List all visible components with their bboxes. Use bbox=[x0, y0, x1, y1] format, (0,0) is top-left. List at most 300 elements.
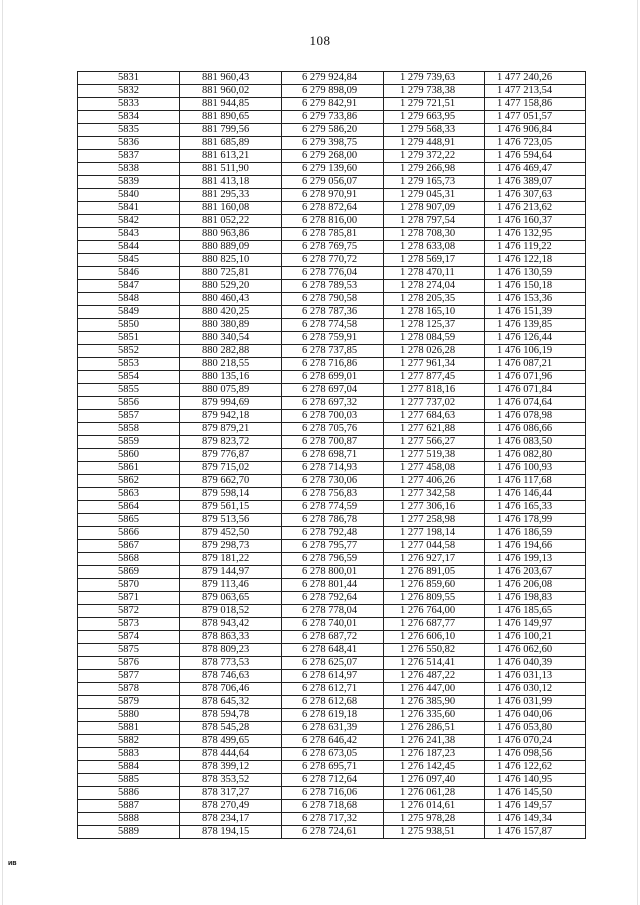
y-coordinate-cell: 6 278 705,76 bbox=[282, 423, 384, 436]
y-coordinate-cell: 6 278 697,32 bbox=[282, 397, 384, 410]
point-number-cell: 5868 bbox=[78, 553, 180, 566]
point-number-cell: 5887 bbox=[78, 800, 180, 813]
table-row bbox=[78, 501, 586, 514]
y-coordinate-cell: 6 278 700,03 bbox=[282, 410, 384, 423]
table-row bbox=[78, 293, 586, 306]
x-msk-cell: 1 277 566,27 bbox=[384, 436, 485, 449]
x-coordinate-cell: 878 317,27 bbox=[180, 787, 282, 800]
x-coordinate-cell: 880 725,81 bbox=[180, 267, 282, 280]
x-coordinate-cell: 880 340,54 bbox=[180, 332, 282, 345]
footer-mark: ив bbox=[8, 860, 17, 867]
y-msk-cell: 1 476 906,84 bbox=[485, 124, 586, 137]
table-row bbox=[78, 332, 586, 345]
table-row bbox=[78, 826, 586, 839]
y-coordinate-cell: 6 278 716,06 bbox=[282, 787, 384, 800]
y-coordinate-cell: 6 279 898,09 bbox=[282, 85, 384, 98]
table-row bbox=[78, 553, 586, 566]
x-coordinate-cell: 881 052,22 bbox=[180, 215, 282, 228]
x-msk-cell: 1 276 764,00 bbox=[384, 605, 485, 618]
x-coordinate-cell: 879 662,70 bbox=[180, 475, 282, 488]
y-msk-cell: 1 476 062,60 bbox=[485, 644, 586, 657]
x-coordinate-cell: 880 420,25 bbox=[180, 306, 282, 319]
table-row bbox=[78, 215, 586, 228]
x-msk-cell: 1 276 927,17 bbox=[384, 553, 485, 566]
x-coordinate-cell: 881 890,65 bbox=[180, 111, 282, 124]
x-coordinate-cell: 878 353,52 bbox=[180, 774, 282, 787]
point-number-cell: 5864 bbox=[78, 501, 180, 514]
y-msk-cell: 1 476 122,62 bbox=[485, 761, 586, 774]
x-coordinate-cell: 879 879,21 bbox=[180, 423, 282, 436]
x-coordinate-cell: 878 809,23 bbox=[180, 644, 282, 657]
x-msk-cell: 1 276 335,60 bbox=[384, 709, 485, 722]
table-row bbox=[78, 306, 586, 319]
x-coordinate-cell: 881 295,33 bbox=[180, 189, 282, 202]
y-msk-cell: 1 476 206,08 bbox=[485, 579, 586, 592]
y-msk-cell: 1 476 100,21 bbox=[485, 631, 586, 644]
x-msk-cell: 1 276 061,28 bbox=[384, 787, 485, 800]
x-coordinate-cell: 881 944,85 bbox=[180, 98, 282, 111]
table-row bbox=[78, 696, 586, 709]
x-msk-cell: 1 277 342,58 bbox=[384, 488, 485, 501]
x-msk-cell: 1 278 026,28 bbox=[384, 345, 485, 358]
y-coordinate-cell: 6 278 792,64 bbox=[282, 592, 384, 605]
table-row bbox=[78, 644, 586, 657]
y-coordinate-cell: 6 278 699,01 bbox=[282, 371, 384, 384]
y-msk-cell: 1 476 203,67 bbox=[485, 566, 586, 579]
x-msk-cell: 1 279 165,73 bbox=[384, 176, 485, 189]
y-coordinate-cell: 6 278 740,01 bbox=[282, 618, 384, 631]
point-number-cell: 5849 bbox=[78, 306, 180, 319]
x-msk-cell: 1 276 385,90 bbox=[384, 696, 485, 709]
x-msk-cell: 1 276 606,10 bbox=[384, 631, 485, 644]
y-coordinate-cell: 6 278 714,93 bbox=[282, 462, 384, 475]
x-msk-cell: 1 279 738,38 bbox=[384, 85, 485, 98]
y-coordinate-cell: 6 278 612,71 bbox=[282, 683, 384, 696]
x-msk-cell: 1 278 633,08 bbox=[384, 241, 485, 254]
y-msk-cell: 1 476 165,33 bbox=[485, 501, 586, 514]
y-msk-cell: 1 476 153,36 bbox=[485, 293, 586, 306]
point-number-cell: 5871 bbox=[78, 592, 180, 605]
table-row bbox=[78, 735, 586, 748]
x-coordinate-cell: 880 282,88 bbox=[180, 345, 282, 358]
y-msk-cell: 1 476 087,21 bbox=[485, 358, 586, 371]
x-coordinate-cell: 878 194,15 bbox=[180, 826, 282, 839]
x-msk-cell: 1 278 797,54 bbox=[384, 215, 485, 228]
table-row bbox=[78, 462, 586, 475]
point-number-cell: 5837 bbox=[78, 150, 180, 163]
point-number-cell: 5844 bbox=[78, 241, 180, 254]
y-coordinate-cell: 6 278 716,86 bbox=[282, 358, 384, 371]
y-coordinate-cell: 6 278 687,72 bbox=[282, 631, 384, 644]
y-msk-cell: 1 476 149,34 bbox=[485, 813, 586, 826]
x-coordinate-cell: 880 963,86 bbox=[180, 228, 282, 241]
y-msk-cell: 1 476 307,63 bbox=[485, 189, 586, 202]
x-coordinate-cell: 880 380,89 bbox=[180, 319, 282, 332]
point-number-cell: 5858 bbox=[78, 423, 180, 436]
coordinates-table-body bbox=[78, 72, 586, 839]
y-coordinate-cell: 6 278 789,53 bbox=[282, 280, 384, 293]
table-row bbox=[78, 761, 586, 774]
y-msk-cell: 1 476 117,68 bbox=[485, 475, 586, 488]
point-number-cell: 5884 bbox=[78, 761, 180, 774]
x-coordinate-cell: 878 545,28 bbox=[180, 722, 282, 735]
point-number-cell: 5886 bbox=[78, 787, 180, 800]
table-row bbox=[78, 618, 586, 631]
x-coordinate-cell: 880 825,10 bbox=[180, 254, 282, 267]
y-coordinate-cell: 6 278 697,04 bbox=[282, 384, 384, 397]
x-msk-cell: 1 279 045,31 bbox=[384, 189, 485, 202]
x-coordinate-cell: 878 234,17 bbox=[180, 813, 282, 826]
table-row bbox=[78, 85, 586, 98]
x-msk-cell: 1 276 514,41 bbox=[384, 657, 485, 670]
y-msk-cell: 1 476 070,24 bbox=[485, 735, 586, 748]
point-number-cell: 5847 bbox=[78, 280, 180, 293]
y-msk-cell: 1 476 149,57 bbox=[485, 800, 586, 813]
y-coordinate-cell: 6 278 737,85 bbox=[282, 345, 384, 358]
y-msk-cell: 1 476 086,66 bbox=[485, 423, 586, 436]
x-coordinate-cell: 879 823,72 bbox=[180, 436, 282, 449]
point-number-cell: 5889 bbox=[78, 826, 180, 839]
point-number-cell: 5882 bbox=[78, 735, 180, 748]
x-msk-cell: 1 276 687,77 bbox=[384, 618, 485, 631]
table-row bbox=[78, 241, 586, 254]
y-msk-cell: 1 476 594,64 bbox=[485, 150, 586, 163]
y-msk-cell: 1 477 158,86 bbox=[485, 98, 586, 111]
point-number-cell: 5870 bbox=[78, 579, 180, 592]
x-coordinate-cell: 878 270,49 bbox=[180, 800, 282, 813]
x-msk-cell: 1 278 569,17 bbox=[384, 254, 485, 267]
y-coordinate-cell: 6 278 712,64 bbox=[282, 774, 384, 787]
x-msk-cell: 1 277 258,98 bbox=[384, 514, 485, 527]
x-msk-cell: 1 276 891,05 bbox=[384, 566, 485, 579]
point-number-cell: 5840 bbox=[78, 189, 180, 202]
table-row bbox=[78, 189, 586, 202]
point-number-cell: 5860 bbox=[78, 449, 180, 462]
x-coordinate-cell: 881 413,18 bbox=[180, 176, 282, 189]
y-msk-cell: 1 476 186,59 bbox=[485, 527, 586, 540]
x-coordinate-cell: 878 645,32 bbox=[180, 696, 282, 709]
y-coordinate-cell: 6 279 586,20 bbox=[282, 124, 384, 137]
point-number-cell: 5852 bbox=[78, 345, 180, 358]
y-coordinate-cell: 6 278 631,39 bbox=[282, 722, 384, 735]
y-coordinate-cell: 6 278 695,71 bbox=[282, 761, 384, 774]
y-msk-cell: 1 477 240,26 bbox=[485, 72, 586, 85]
y-msk-cell: 1 476 030,12 bbox=[485, 683, 586, 696]
point-number-cell: 5839 bbox=[78, 176, 180, 189]
y-msk-cell: 1 476 040,39 bbox=[485, 657, 586, 670]
x-msk-cell: 1 277 621,88 bbox=[384, 423, 485, 436]
y-coordinate-cell: 6 279 398,75 bbox=[282, 137, 384, 150]
y-coordinate-cell: 6 278 800,01 bbox=[282, 566, 384, 579]
y-msk-cell: 1 476 053,80 bbox=[485, 722, 586, 735]
point-number-cell: 5869 bbox=[78, 566, 180, 579]
y-msk-cell: 1 476 140,95 bbox=[485, 774, 586, 787]
y-msk-cell: 1 476 082,80 bbox=[485, 449, 586, 462]
y-coordinate-cell: 6 278 801,44 bbox=[282, 579, 384, 592]
y-coordinate-cell: 6 279 268,00 bbox=[282, 150, 384, 163]
x-msk-cell: 1 276 286,51 bbox=[384, 722, 485, 735]
point-number-cell: 5833 bbox=[78, 98, 180, 111]
point-number-cell: 5834 bbox=[78, 111, 180, 124]
point-number-cell: 5874 bbox=[78, 631, 180, 644]
x-coordinate-cell: 878 399,12 bbox=[180, 761, 282, 774]
y-msk-cell: 1 476 146,44 bbox=[485, 488, 586, 501]
y-msk-cell: 1 476 074,64 bbox=[485, 397, 586, 410]
point-number-cell: 5878 bbox=[78, 683, 180, 696]
point-number-cell: 5873 bbox=[78, 618, 180, 631]
x-msk-cell: 1 276 142,45 bbox=[384, 761, 485, 774]
y-coordinate-cell: 6 278 612,68 bbox=[282, 696, 384, 709]
y-coordinate-cell: 6 278 872,64 bbox=[282, 202, 384, 215]
x-msk-cell: 1 278 084,59 bbox=[384, 332, 485, 345]
table-row bbox=[78, 488, 586, 501]
x-msk-cell: 1 276 187,23 bbox=[384, 748, 485, 761]
y-coordinate-cell: 6 278 648,41 bbox=[282, 644, 384, 657]
y-coordinate-cell: 6 278 796,59 bbox=[282, 553, 384, 566]
y-msk-cell: 1 477 213,54 bbox=[485, 85, 586, 98]
x-coordinate-cell: 879 942,18 bbox=[180, 410, 282, 423]
table-row bbox=[78, 319, 586, 332]
x-msk-cell: 1 276 809,55 bbox=[384, 592, 485, 605]
x-msk-cell: 1 277 961,34 bbox=[384, 358, 485, 371]
table-row bbox=[78, 787, 586, 800]
table-row bbox=[78, 449, 586, 462]
table-row bbox=[78, 579, 586, 592]
x-msk-cell: 1 279 721,51 bbox=[384, 98, 485, 111]
x-msk-cell: 1 276 014,61 bbox=[384, 800, 485, 813]
x-msk-cell: 1 279 372,22 bbox=[384, 150, 485, 163]
point-number-cell: 5851 bbox=[78, 332, 180, 345]
point-number-cell: 5879 bbox=[78, 696, 180, 709]
y-coordinate-cell: 6 279 924,84 bbox=[282, 72, 384, 85]
x-coordinate-cell: 879 561,15 bbox=[180, 501, 282, 514]
table-row bbox=[78, 605, 586, 618]
point-number-cell: 5888 bbox=[78, 813, 180, 826]
table-row bbox=[78, 254, 586, 267]
y-msk-cell: 1 476 157,87 bbox=[485, 826, 586, 839]
table-row bbox=[78, 436, 586, 449]
table-row bbox=[78, 540, 586, 553]
x-msk-cell: 1 275 978,28 bbox=[384, 813, 485, 826]
x-msk-cell: 1 277 877,45 bbox=[384, 371, 485, 384]
x-msk-cell: 1 277 044,58 bbox=[384, 540, 485, 553]
point-number-cell: 5875 bbox=[78, 644, 180, 657]
x-coordinate-cell: 878 863,33 bbox=[180, 631, 282, 644]
x-coordinate-cell: 879 994,69 bbox=[180, 397, 282, 410]
y-coordinate-cell: 6 278 700,87 bbox=[282, 436, 384, 449]
y-msk-cell: 1 476 469,47 bbox=[485, 163, 586, 176]
table-row bbox=[78, 423, 586, 436]
x-coordinate-cell: 880 889,09 bbox=[180, 241, 282, 254]
x-coordinate-cell: 881 511,90 bbox=[180, 163, 282, 176]
x-coordinate-cell: 879 513,56 bbox=[180, 514, 282, 527]
x-msk-cell: 1 277 458,08 bbox=[384, 462, 485, 475]
y-msk-cell: 1 476 149,97 bbox=[485, 618, 586, 631]
x-coordinate-cell: 881 799,56 bbox=[180, 124, 282, 137]
x-coordinate-cell: 881 960,02 bbox=[180, 85, 282, 98]
point-number-cell: 5880 bbox=[78, 709, 180, 722]
x-msk-cell: 1 279 663,95 bbox=[384, 111, 485, 124]
table-row bbox=[78, 722, 586, 735]
table-row bbox=[78, 527, 586, 540]
y-coordinate-cell: 6 278 816,00 bbox=[282, 215, 384, 228]
table-row bbox=[78, 592, 586, 605]
point-number-cell: 5841 bbox=[78, 202, 180, 215]
table-row bbox=[78, 813, 586, 826]
point-number-cell: 5850 bbox=[78, 319, 180, 332]
x-msk-cell: 1 277 519,38 bbox=[384, 449, 485, 462]
point-number-cell: 5859 bbox=[78, 436, 180, 449]
x-coordinate-cell: 880 460,43 bbox=[180, 293, 282, 306]
point-number-cell: 5848 bbox=[78, 293, 180, 306]
point-number-cell: 5856 bbox=[78, 397, 180, 410]
table-row bbox=[78, 202, 586, 215]
x-coordinate-cell: 880 075,89 bbox=[180, 384, 282, 397]
point-number-cell: 5855 bbox=[78, 384, 180, 397]
x-msk-cell: 1 276 097,40 bbox=[384, 774, 485, 787]
table-row bbox=[78, 800, 586, 813]
x-coordinate-cell: 878 943,42 bbox=[180, 618, 282, 631]
table-row bbox=[78, 631, 586, 644]
x-coordinate-cell: 879 063,65 bbox=[180, 592, 282, 605]
x-msk-cell: 1 278 125,37 bbox=[384, 319, 485, 332]
y-msk-cell: 1 476 119,22 bbox=[485, 241, 586, 254]
y-coordinate-cell: 6 278 730,06 bbox=[282, 475, 384, 488]
y-coordinate-cell: 6 278 759,91 bbox=[282, 332, 384, 345]
x-coordinate-cell: 878 499,65 bbox=[180, 735, 282, 748]
table-row bbox=[78, 683, 586, 696]
y-msk-cell: 1 476 198,83 bbox=[485, 592, 586, 605]
page-edge-left bbox=[2, 0, 3, 905]
table-row bbox=[78, 124, 586, 137]
y-coordinate-cell: 6 278 787,36 bbox=[282, 306, 384, 319]
point-number-cell: 5831 bbox=[78, 72, 180, 85]
y-msk-cell: 1 476 160,37 bbox=[485, 215, 586, 228]
x-coordinate-cell: 879 776,87 bbox=[180, 449, 282, 462]
point-number-cell: 5836 bbox=[78, 137, 180, 150]
y-coordinate-cell: 6 278 792,48 bbox=[282, 527, 384, 540]
point-number-cell: 5863 bbox=[78, 488, 180, 501]
point-number-cell: 5843 bbox=[78, 228, 180, 241]
y-coordinate-cell: 6 278 774,58 bbox=[282, 319, 384, 332]
table-row bbox=[78, 475, 586, 488]
y-msk-cell: 1 476 078,98 bbox=[485, 410, 586, 423]
x-msk-cell: 1 278 165,10 bbox=[384, 306, 485, 319]
x-msk-cell: 1 276 550,82 bbox=[384, 644, 485, 657]
point-number-cell: 5861 bbox=[78, 462, 180, 475]
point-number-cell: 5881 bbox=[78, 722, 180, 735]
point-number-cell: 5845 bbox=[78, 254, 180, 267]
y-coordinate-cell: 6 278 786,78 bbox=[282, 514, 384, 527]
y-coordinate-cell: 6 278 673,05 bbox=[282, 748, 384, 761]
table-row bbox=[78, 774, 586, 787]
x-coordinate-cell: 878 444,64 bbox=[180, 748, 282, 761]
table-row bbox=[78, 176, 586, 189]
y-coordinate-cell: 6 279 842,91 bbox=[282, 98, 384, 111]
x-coordinate-cell: 879 018,52 bbox=[180, 605, 282, 618]
y-coordinate-cell: 6 278 625,07 bbox=[282, 657, 384, 670]
y-msk-cell: 1 476 199,13 bbox=[485, 553, 586, 566]
x-coordinate-cell: 881 960,43 bbox=[180, 72, 282, 85]
table-row bbox=[78, 748, 586, 761]
table-row bbox=[78, 150, 586, 163]
y-coordinate-cell: 6 278 770,72 bbox=[282, 254, 384, 267]
table-row bbox=[78, 280, 586, 293]
table-row bbox=[78, 566, 586, 579]
x-msk-cell: 1 277 198,14 bbox=[384, 527, 485, 540]
page-edge-right bbox=[637, 0, 638, 905]
y-coordinate-cell: 6 278 769,75 bbox=[282, 241, 384, 254]
y-msk-cell: 1 476 031,13 bbox=[485, 670, 586, 683]
y-coordinate-cell: 6 278 614,97 bbox=[282, 670, 384, 683]
x-coordinate-cell: 879 144,97 bbox=[180, 566, 282, 579]
y-coordinate-cell: 6 278 776,04 bbox=[282, 267, 384, 280]
y-coordinate-cell: 6 278 795,77 bbox=[282, 540, 384, 553]
x-coordinate-cell: 879 715,02 bbox=[180, 462, 282, 475]
table-row bbox=[78, 397, 586, 410]
point-number-cell: 5867 bbox=[78, 540, 180, 553]
x-coordinate-cell: 878 706,46 bbox=[180, 683, 282, 696]
point-number-cell: 5877 bbox=[78, 670, 180, 683]
y-msk-cell: 1 476 389,07 bbox=[485, 176, 586, 189]
x-coordinate-cell: 880 135,16 bbox=[180, 371, 282, 384]
y-msk-cell: 1 476 126,44 bbox=[485, 332, 586, 345]
table-row bbox=[78, 267, 586, 280]
x-msk-cell: 1 276 859,60 bbox=[384, 579, 485, 592]
y-coordinate-cell: 6 278 619,18 bbox=[282, 709, 384, 722]
table-row bbox=[78, 98, 586, 111]
table-row bbox=[78, 410, 586, 423]
point-number-cell: 5835 bbox=[78, 124, 180, 137]
y-msk-cell: 1 476 031,99 bbox=[485, 696, 586, 709]
y-coordinate-cell: 6 279 056,07 bbox=[282, 176, 384, 189]
x-coordinate-cell: 880 218,55 bbox=[180, 358, 282, 371]
x-coordinate-cell: 879 298,73 bbox=[180, 540, 282, 553]
y-msk-cell: 1 476 194,66 bbox=[485, 540, 586, 553]
y-msk-cell: 1 476 130,59 bbox=[485, 267, 586, 280]
x-msk-cell: 1 278 708,30 bbox=[384, 228, 485, 241]
table-row bbox=[78, 657, 586, 670]
table-row bbox=[78, 384, 586, 397]
point-number-cell: 5842 bbox=[78, 215, 180, 228]
x-msk-cell: 1 279 568,33 bbox=[384, 124, 485, 137]
x-msk-cell: 1 278 205,35 bbox=[384, 293, 485, 306]
x-msk-cell: 1 278 470,11 bbox=[384, 267, 485, 280]
y-coordinate-cell: 6 279 733,86 bbox=[282, 111, 384, 124]
y-coordinate-cell: 6 278 790,58 bbox=[282, 293, 384, 306]
coordinates-table bbox=[77, 71, 586, 839]
point-number-cell: 5853 bbox=[78, 358, 180, 371]
point-number-cell: 5865 bbox=[78, 514, 180, 527]
y-coordinate-cell: 6 278 646,42 bbox=[282, 735, 384, 748]
point-number-cell: 5832 bbox=[78, 85, 180, 98]
point-number-cell: 5866 bbox=[78, 527, 180, 540]
y-msk-cell: 1 476 213,62 bbox=[485, 202, 586, 215]
x-coordinate-cell: 881 685,89 bbox=[180, 137, 282, 150]
y-msk-cell: 1 476 145,50 bbox=[485, 787, 586, 800]
x-coordinate-cell: 878 773,53 bbox=[180, 657, 282, 670]
x-msk-cell: 1 277 818,16 bbox=[384, 384, 485, 397]
table-row bbox=[78, 670, 586, 683]
y-coordinate-cell: 6 278 774,59 bbox=[282, 501, 384, 514]
table-row bbox=[78, 163, 586, 176]
point-number-cell: 5857 bbox=[78, 410, 180, 423]
y-msk-cell: 1 476 178,99 bbox=[485, 514, 586, 527]
y-coordinate-cell: 6 278 778,04 bbox=[282, 605, 384, 618]
y-msk-cell: 1 476 071,96 bbox=[485, 371, 586, 384]
x-coordinate-cell: 878 746,63 bbox=[180, 670, 282, 683]
point-number-cell: 5846 bbox=[78, 267, 180, 280]
